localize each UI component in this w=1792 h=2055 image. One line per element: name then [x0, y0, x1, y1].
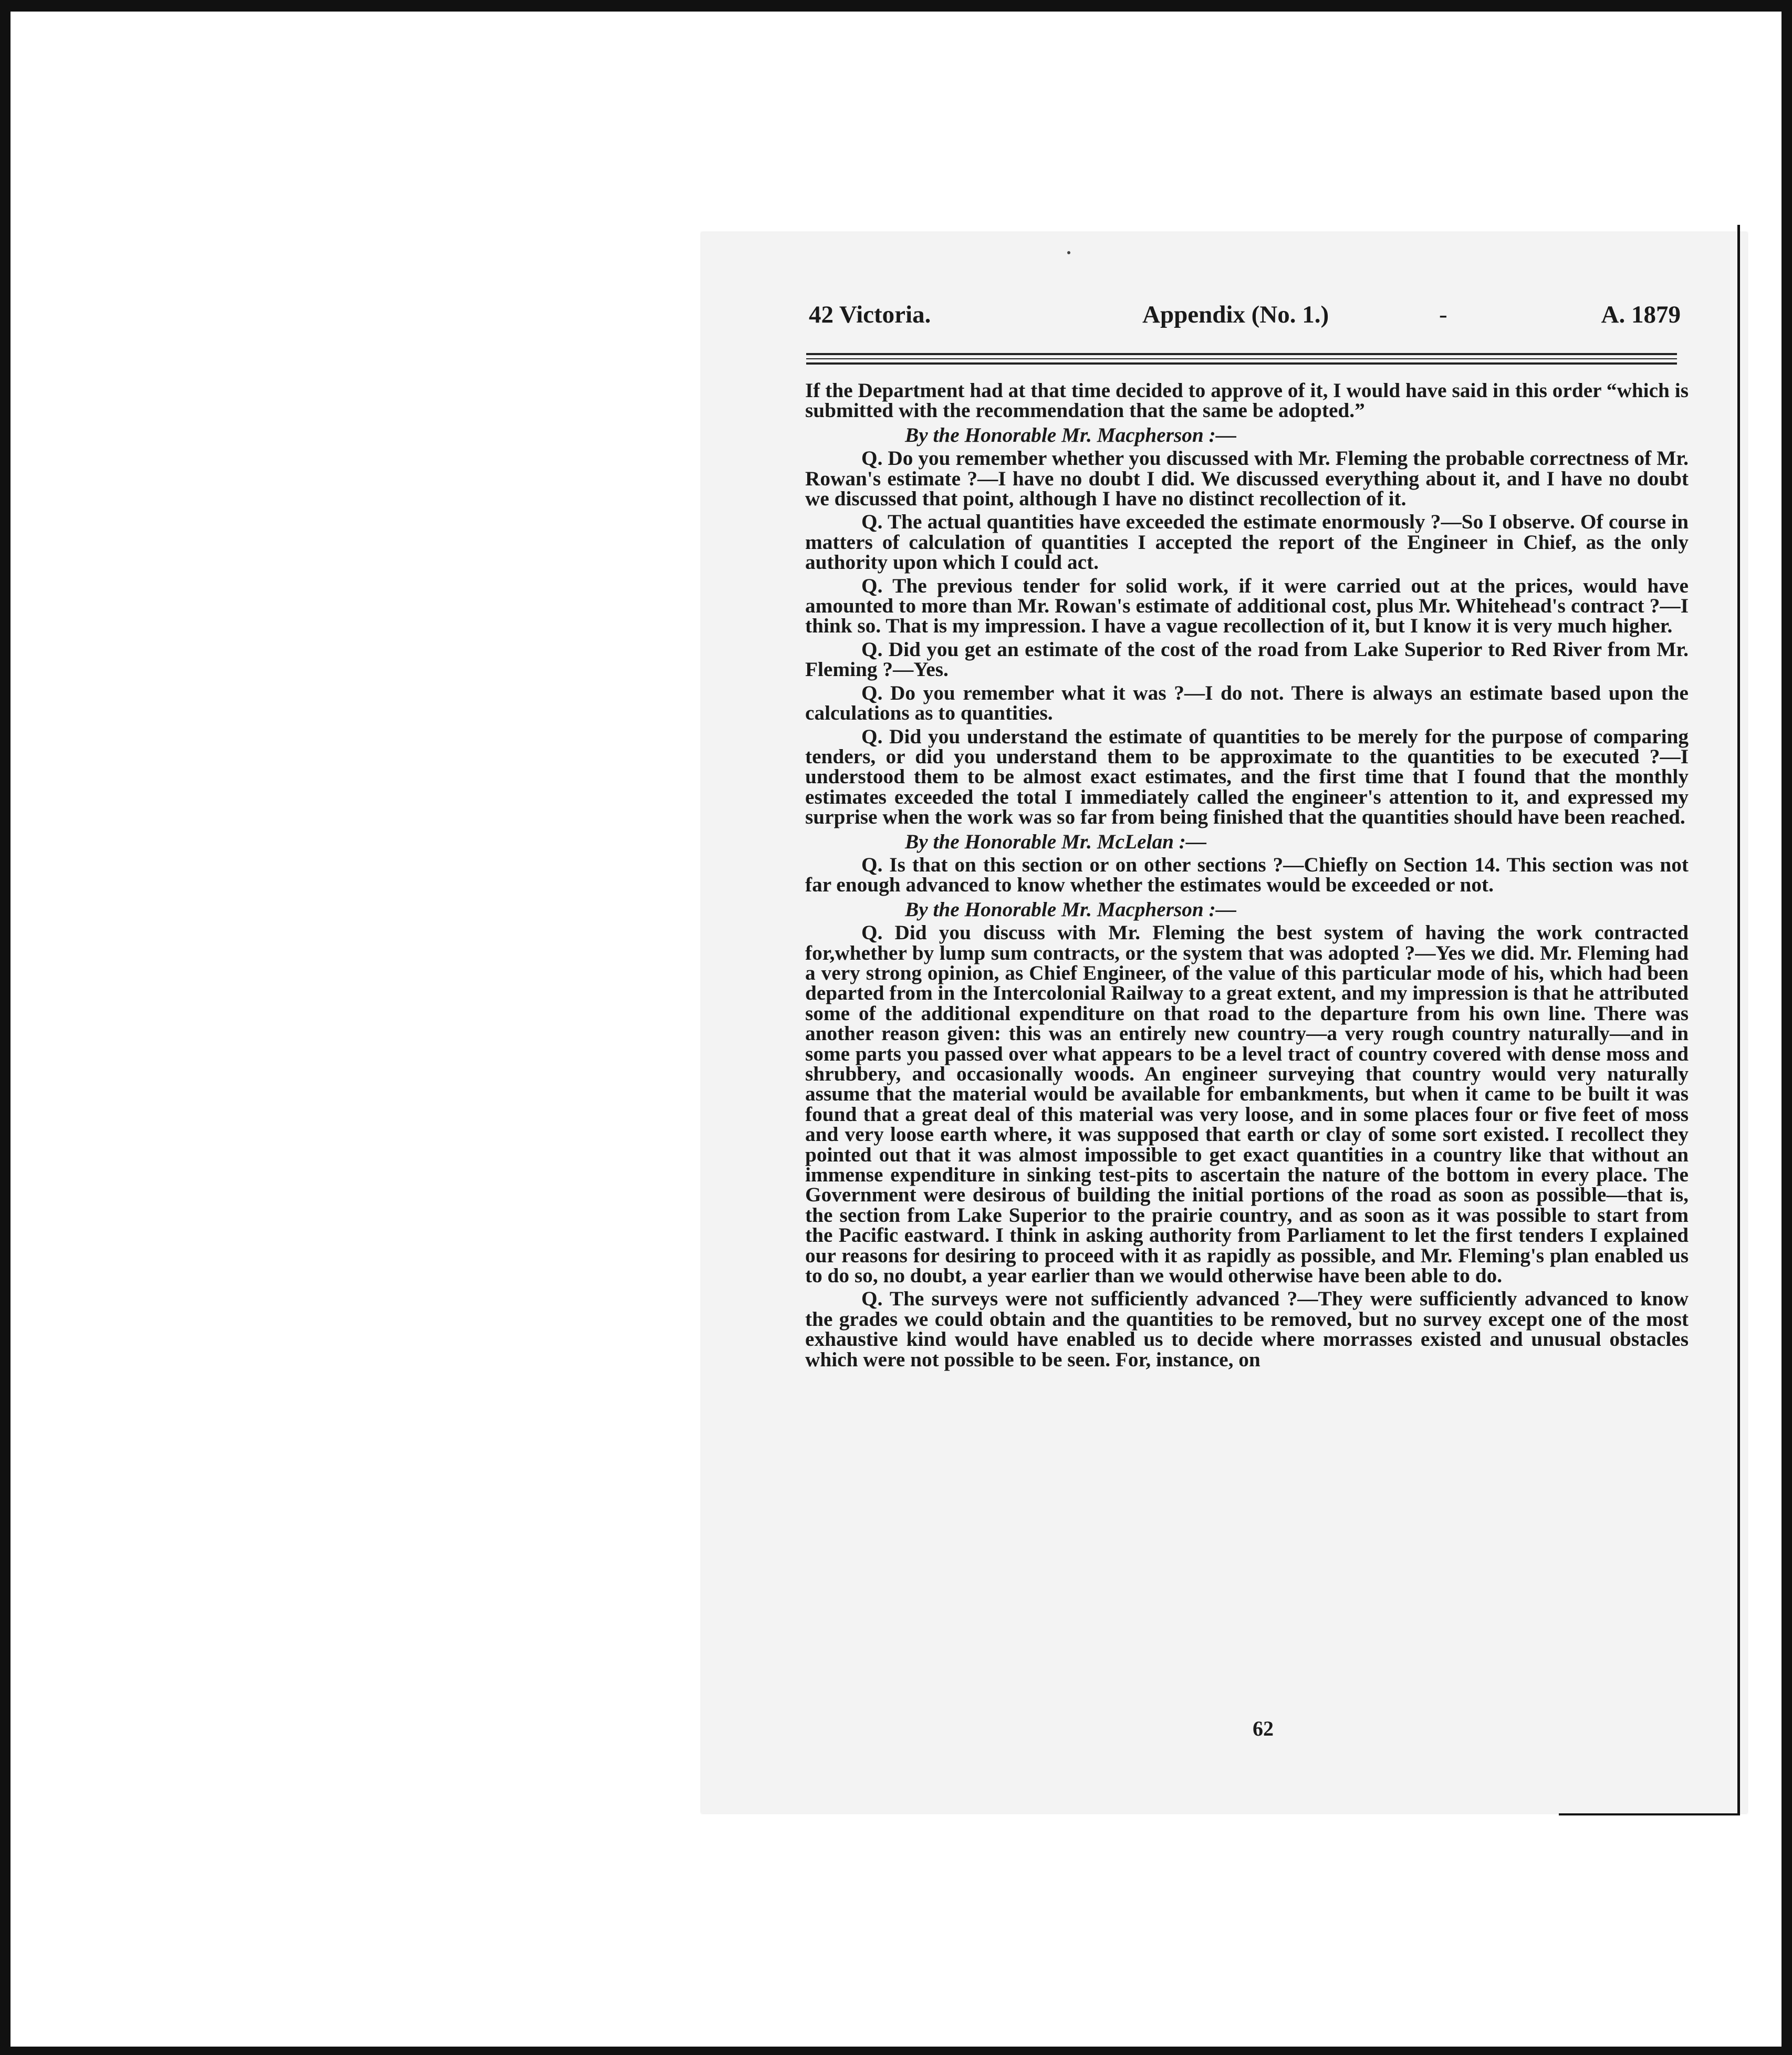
- scan-bottom-border: [0, 2047, 1792, 2055]
- page-edge-line: [1737, 225, 1740, 1815]
- testimony-body: [805, 380, 1689, 1373]
- question-paragraph: Q. The surveys were not sufficiently advanced ?—They were sufficiently advanced to know the grades we could obtain and the quantities to be removed, but no survey except one of the most exhaustive kind would have enabled us to decide where morrasses existed and unusual obstacles which were not possible to be seen. For, instance, on: [805, 1287, 1689, 1371]
- running-header: [809, 300, 1681, 337]
- question-paragraph: Q. Did you discuss with Mr. Fleming the best system of having the work contracted for,whether by lump sum contracts, or the system that was adopted ?—Yes we did. Mr. Fleming had a very strong opinion, as Chief Engineer, of the value of this particular mode of his, which had been departed from in the Intercolonial Railway to a great extent, and my impression is that he attributed some of the additional expenditure on that road to the departure from his own line. There was another reason given: this was an entirely new country—a very rough country naturally—and in some parts you passed over what appears to be a level tract of country covered with dense moss and shrubbery, and occasionally woods. An engineer surveying that country would very naturally assume that the material would be available for embankments, but when it came to be built it was found that a great deal of this material was very loose, and in some places four or five feet of moss and very loose earth where, it was supposed that earth or clay of some sort existed. I recollect they pointed out that it was almost impossible to get exact quantities in a country like that without an immense expenditure in sinking test-pits to ascertain the nature of the bottom in every place. The Government were desirous of building the initial portions of the road as soon as possible—that is, the section from Lake Superior to the prairie country, and as soon as it was possible to start from the Pacific eastward. I think in asking authority from Parliament to let the first tenders I explained our reasons for desiring to proceed with it as rapidly as possible, and Mr. Fleming's plan enabled us to do so, no doubt, a year earlier than we would otherwise have been able to do.: [805, 921, 1689, 1288]
- question-paragraph: Q. Did you understand the estimate of quantities to be merely for the purpose of comparing tenders, or did you understand them to be approximate to the quantities to be executed ?—I understood them to be almost exact estimates, and the first time that I found that the monthly estimates exceeded the total I immediately called the engineer's attention to it, and expressed my surprise when the work was so far from being finished that the quantities should have been reached.: [805, 724, 1689, 829]
- page-bottom-edge-line: [1559, 1813, 1740, 1815]
- question-paragraph: Q. The previous tender for solid work, if it were carried out at the prices, would have amounted to more than Mr. Rowan's estimate of additional cost, plus Mr. Whitehead's contract ?—I think so. That is my impression. I have a vague recollection of it, but I know it is very much higher.: [805, 574, 1689, 638]
- question-paragraph: Q. Did you get an estimate of the cost of the road from Lake Superior to Red River from Mr. Fleming ?—Yes.: [805, 637, 1689, 681]
- header-session: 42 Victoria.: [809, 301, 931, 328]
- paragraph: If the Department had at that time decided to approve of it, I would have said in this order “which is submitted with the recommendation that the same be adopted.”: [805, 379, 1689, 422]
- examiner-heading: By the Honorable Mr. Macpherson :—: [905, 897, 1236, 921]
- header-rule-middle: [806, 358, 1677, 359]
- scan-right-border: [1781, 0, 1792, 2055]
- question-paragraph: Q. The actual quantities have exceeded the estimate enormously ?—So I observe. Of course in matters of calculation of quantities I accepted the report of the Engineer in Chief, as the only authority upon which I could act.: [805, 510, 1689, 574]
- scan-top-border: [0, 0, 1792, 12]
- header-rule-top: [806, 353, 1677, 355]
- examiner-heading: By the Honorable Mr. McLelan :—: [905, 829, 1207, 853]
- header-year: A. 1879: [1601, 301, 1681, 328]
- header-appendix: Appendix (No. 1.): [1142, 301, 1329, 328]
- question-paragraph: Q. Do you remember what it was ?—I do not. There is always an estimate based upon the calculations as to quantities.: [805, 681, 1689, 725]
- scan-speck: [1067, 251, 1070, 254]
- page-number: 62: [1253, 1717, 1274, 1740]
- header-dash: -: [1439, 301, 1447, 328]
- scan-left-border: [0, 0, 11, 2055]
- examiner-heading: By the Honorable Mr. Macpherson :—: [905, 423, 1236, 447]
- header-rule-bottom: [806, 362, 1677, 365]
- question-paragraph: Q. Is that on this section or on other sections ?—Chiefly on Section 14. This section was not far enough advanced to know whether the estimates would be exceeded or not.: [805, 853, 1689, 897]
- question-paragraph: Q. Do you remember whether you discussed with Mr. Fleming the probable correctness of Mr. Rowan's estimate ?—I have no doubt I did. We discussed everything about it, and I have no doubt we discussed that point, although I have no distinct recollection of it.: [805, 447, 1689, 511]
